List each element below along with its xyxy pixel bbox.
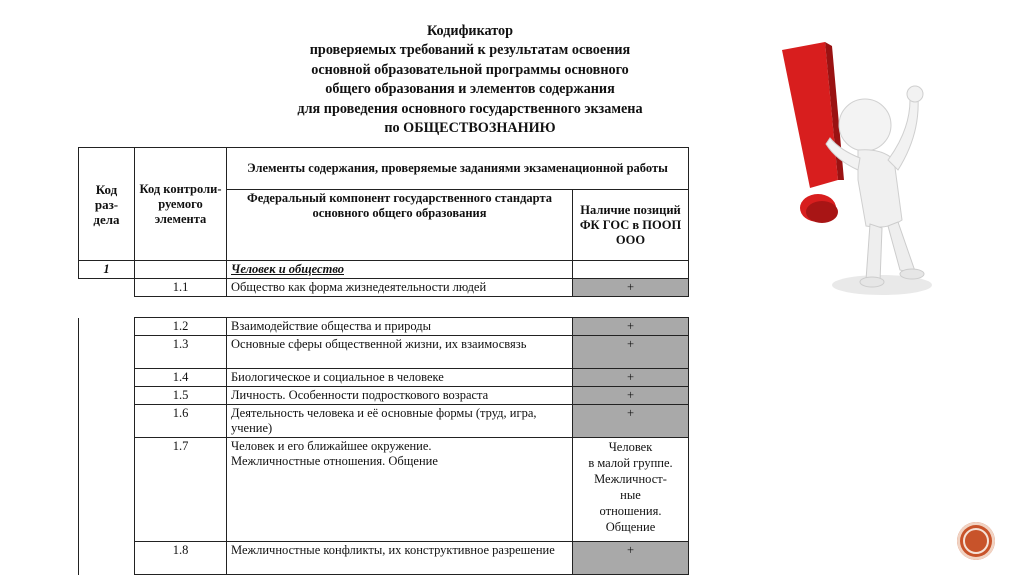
presence-mark: + — [573, 318, 689, 336]
presence-text — [573, 438, 689, 542]
section-name: Человек и общество — [227, 261, 573, 279]
header-poop-presence: Наличие позиций ФК ГОС в ПООП ООО — [573, 190, 689, 261]
person-head — [839, 99, 891, 151]
empty-cell — [573, 261, 689, 279]
element-text: Личность. Особенности подросткового возраста — [227, 387, 573, 405]
codifier-table-top — [78, 147, 689, 297]
presence-mark: + — [573, 405, 689, 438]
table-row — [79, 387, 689, 405]
element-text-line: Человек и его ближайшее окружение. — [231, 439, 432, 453]
exclamation-person-icon — [770, 30, 950, 300]
title-line: по ОБЩЕСТВОЗНАНИЮ — [384, 120, 556, 137]
element-code: 1.6 — [135, 405, 227, 438]
title-line: общего образования и элементов содержания — [325, 81, 615, 98]
header-section-code: Код раз- дела — [79, 148, 135, 261]
element-code: 1.7 — [135, 438, 227, 542]
codifier-table-bottom — [78, 317, 689, 575]
element-text-content: Межличностные конфликты, их конструктивное разрешение — [231, 543, 555, 557]
presence-text-line: Общение — [605, 520, 656, 534]
presence-mark: + — [573, 279, 689, 297]
table-row — [79, 336, 689, 369]
presence-text-line: Человек — [608, 440, 653, 454]
header-element-code: Код контроли- руемого элемента — [135, 148, 227, 261]
presence-text-line: Межличност- — [594, 472, 667, 486]
element-text: Биологическое и социальное в человеке — [227, 369, 573, 387]
element-text: Деятельность человека и её основные формы (труд, игра, учение) — [227, 405, 573, 438]
presence-text-line: ные — [620, 488, 641, 502]
empty-cell — [79, 279, 135, 297]
table-row — [79, 369, 689, 387]
presence-text-line: отношения. — [599, 504, 662, 518]
title-line: Кодификатор — [426, 23, 514, 39]
presence-mark: + — [573, 542, 689, 575]
element-code: 1.3 — [135, 336, 227, 369]
document-title — [230, 22, 710, 138]
element-text: Общество как форма жизнедеятельности людей — [227, 279, 573, 297]
table-row — [79, 405, 689, 438]
element-text-line: Межличностные отношения. Общение — [231, 454, 438, 468]
presence-mark: + — [573, 336, 689, 369]
empty-cell — [79, 318, 135, 575]
element-text — [227, 336, 573, 369]
element-code: 1.1 — [135, 279, 227, 297]
presence-mark: + — [573, 387, 689, 405]
element-code: 1.5 — [135, 387, 227, 405]
table-row — [79, 318, 689, 336]
circle-nav-button[interactable] — [957, 522, 995, 560]
header-content-elements: Элементы содержания, проверяемые заданиями экзаменационной работы — [227, 148, 689, 190]
element-text-content: Основные сферы общественной жизни, их взаимосвязь — [231, 337, 527, 351]
element-text — [227, 542, 573, 575]
table-row — [79, 438, 689, 542]
section-number: 1 — [79, 261, 135, 279]
element-text: Взаимодействие общества и природы — [227, 318, 573, 336]
title-line: для проведения основного государственного экзамена — [297, 100, 643, 117]
element-text — [227, 438, 573, 542]
empty-cell — [135, 261, 227, 279]
title-line: проверяемых требований к результатам освоения — [309, 42, 631, 59]
header-federal-component: Федеральный компонент государственного стандарта основного общего образования — [227, 190, 573, 261]
element-code: 1.4 — [135, 369, 227, 387]
presence-text-line: в малой группе. — [588, 456, 673, 470]
table-row — [79, 542, 689, 575]
title-line: основной образовательной программы основного — [311, 61, 629, 78]
element-code: 1.8 — [135, 542, 227, 575]
presence-mark: + — [573, 369, 689, 387]
element-code: 1.2 — [135, 318, 227, 336]
table-row — [79, 279, 689, 297]
